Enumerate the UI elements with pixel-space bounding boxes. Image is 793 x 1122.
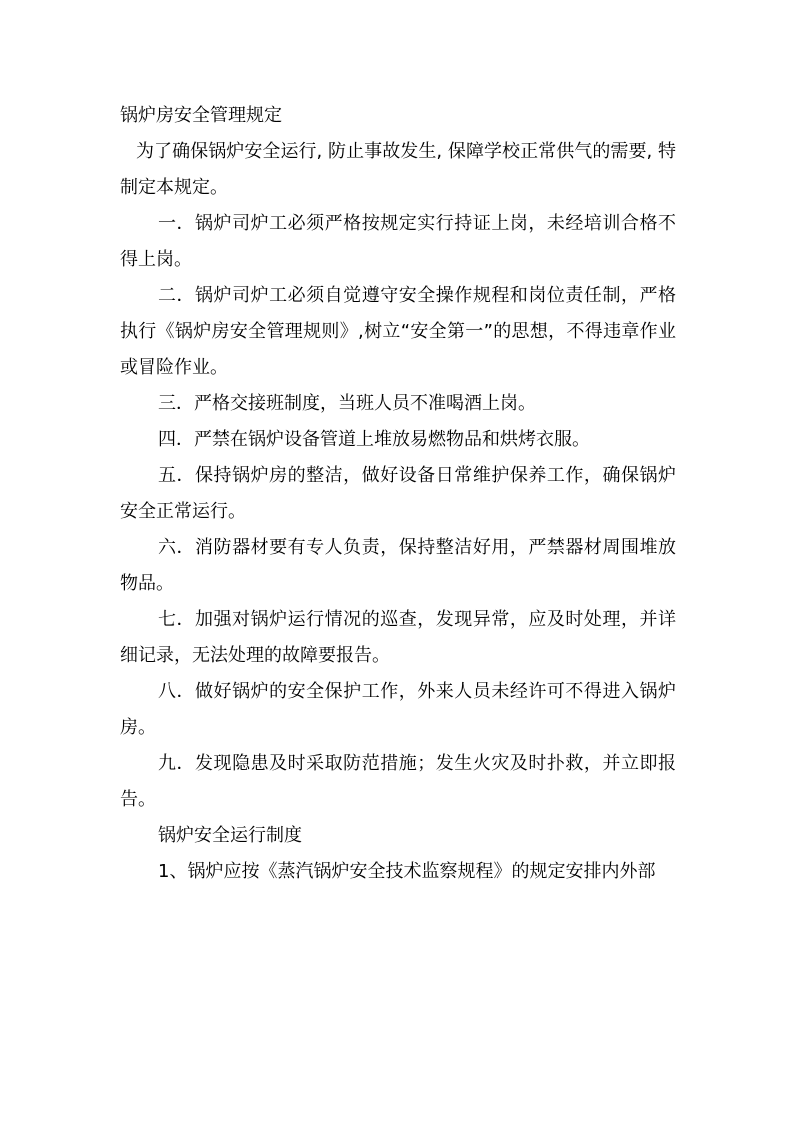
section-title-boiler-operation: 锅炉安全运行制度 <box>158 825 302 846</box>
rule-item-7: 七．加强对锅炉运行情况的巡查，发现异常，应及时处理，并详细记录，无法处理的故障要报告。 <box>120 609 676 666</box>
rule-item-2: 二．锅炉司炉工必须自觉遵守安全操作规程和岗位责任制，严格执行《锅炉房安全管理规则》,树立“安全第一”的思想，不得违章作业或冒险作业。 <box>120 285 676 378</box>
rule-item-1: 一．锅炉司炉工必须严格按规定实行持证上岗，未经培训合格不得上岗。 <box>120 213 676 270</box>
rule-item-8: 八．做好锅炉的安全保护工作，外来人员未经许可不得进入锅炉房。 <box>120 681 676 738</box>
rule-item-6: 六．消防器材要有专人负责，保持整洁好用，严禁器材周围堆放物品。 <box>120 537 676 594</box>
rule-item-9: 九．发现隐患及时采取防范措施；发生火灾及时扑救，并立即报告。 <box>120 753 676 810</box>
intro-paragraph: 为了确保锅炉安全运行, 防止事故发生, 保障学校正常供气的需要, 特制定本规定。 <box>120 141 676 198</box>
document-body <box>120 98 676 890</box>
rule-item-4: 四．严禁在锅炉设备管道上堆放易燃物品和烘烤衣服。 <box>158 429 590 450</box>
rule-item-3: 三．严格交接班制度，当班人员不准喝酒上岗。 <box>158 393 536 414</box>
section2-paragraph-1: 1、锅炉应按《蒸汽锅炉安全技术监察规程》的规定安排内外部 <box>158 861 656 882</box>
document-title: 锅炉房安全管理规定 <box>120 105 282 126</box>
rule-item-5: 五．保持锅炉房的整洁，做好设备日常维护保养工作，确保锅炉安全正常运行。 <box>120 465 676 522</box>
